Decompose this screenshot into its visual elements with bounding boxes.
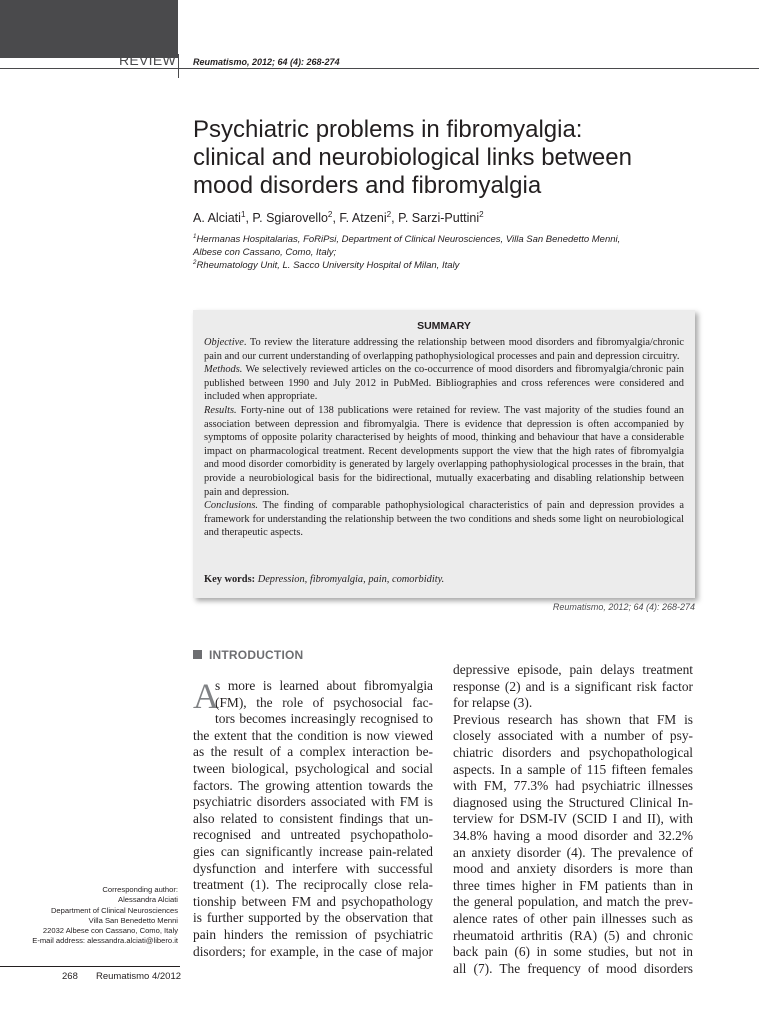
affiliation-text: Rheumatology Unit, L. Sacco University Hospital of Milan, Italy bbox=[196, 260, 460, 271]
corr-line: Corresponding author: bbox=[102, 885, 178, 894]
body-line: 34.8% having a mood disorder and 32.2% bbox=[453, 827, 693, 843]
summary-conclusions bbox=[204, 499, 684, 540]
corr-email: E-mail address: alessandra.alciati@libero.it bbox=[32, 936, 178, 946]
body-line: back pain (6) in some studies, but not in bbox=[453, 944, 693, 960]
left-lines-container bbox=[193, 711, 433, 960]
section-label: REVIEW bbox=[118, 52, 176, 68]
author-affiliation-mark: 2 bbox=[327, 209, 333, 219]
journal-reference: Reumatismo, 2012; 64 (4): 268-274 bbox=[193, 57, 340, 67]
results-label: Results. bbox=[204, 404, 237, 416]
body-line: tionship between FM and psychopathology bbox=[193, 893, 433, 909]
methods-label: Methods. bbox=[204, 364, 243, 376]
affiliation-1 bbox=[193, 233, 620, 246]
title-line: Psychiatric problems in fibromyalgia: bbox=[193, 116, 583, 143]
author-name: P. Sgiarovello bbox=[252, 211, 328, 225]
corr-line: 22032 Albese con Cassano, Como, Italy bbox=[42, 926, 178, 936]
summary-methods bbox=[204, 363, 684, 404]
summary-objective bbox=[204, 336, 684, 363]
section-heading bbox=[193, 648, 303, 662]
corr-line: Department of Clinical Neurosciences bbox=[50, 905, 178, 915]
affiliation-2 bbox=[193, 259, 459, 272]
body-line: mood and anxiety disorders is more than bbox=[453, 861, 693, 877]
body-line: tween biological, psychological and social bbox=[193, 760, 433, 776]
title-line: clinical and neurobiological links between bbox=[193, 144, 632, 171]
body-line: depressive episode, pain delays treatment bbox=[453, 662, 693, 677]
header-divider bbox=[178, 54, 179, 78]
body-line: as the result of a complex interaction be- bbox=[193, 744, 433, 760]
body-line: tors becomes increasingly recognised to bbox=[215, 711, 433, 727]
affiliation-1-cont: Albese con Cassano, Como, Italy; bbox=[193, 247, 337, 258]
body-line: the general population, and match the prev- bbox=[453, 894, 693, 910]
author-name: F. Atzeni bbox=[339, 211, 387, 225]
body-line: s more is learned about fibromyalgia bbox=[215, 678, 433, 693]
body-line: diagnosed using the Structured Clinical In- bbox=[453, 794, 693, 810]
body-line: disorders; for example, in the case of major bbox=[193, 943, 433, 959]
results-text: Forty-nine out of 138 publications were retained for review. The vast majority of the studies found an association between depression and fibromyalgia. There is evidence that depression is often accompanied by symptoms of opposite polarity characterised by heights of mood, thinking and behaviour that have a considerable impact on pharmacological treatment. Recent developments support the view that the high rates of fibromyalgia and mood disorder comorbidity is generated by largely overlapping pathophysiological processes in the brain, that provide a neurobiological basis for the bidirectional, mutually exacerbating and disabling relationship between pain and depression. bbox=[204, 404, 684, 498]
body-line: the extent that the condition is now viewed bbox=[193, 727, 433, 743]
conclusions-text: The finding of comparable pathophysiological characteristics of pain and depression provides a framework for understanding the relationship between the two conditions and sheds some light on neurobiological and therapeutic aspects. bbox=[204, 500, 684, 539]
body-column-left bbox=[193, 678, 433, 960]
author-affiliation-mark: 2 bbox=[479, 209, 484, 219]
summary-heading: SUMMARY bbox=[417, 320, 471, 332]
body-line: aspects. In a sample of 115 fifteen females bbox=[453, 761, 693, 777]
right-lines-container bbox=[453, 662, 693, 977]
corr-line: Villa San Benedetto Menni bbox=[88, 915, 178, 925]
body-line: for relapse (3). bbox=[453, 695, 533, 711]
summary-text bbox=[204, 336, 684, 540]
body-line: response (2) and is a significant risk factor bbox=[453, 678, 693, 694]
body-line: treatment (1). The reciprocally close rela- bbox=[193, 877, 433, 893]
body-line: recognised and untreated psychopatholo- bbox=[193, 827, 433, 843]
author-name: A. Alciati bbox=[193, 211, 241, 225]
author-affiliation-mark: 2 bbox=[386, 209, 392, 219]
body-line: alence rates of other pain illnesses such as bbox=[453, 910, 693, 926]
body-line: all (7). The frequency of mood disorders bbox=[453, 960, 693, 976]
body-line: gies can significantly increase pain-related bbox=[193, 843, 433, 859]
header-rule bbox=[0, 68, 759, 69]
article-title bbox=[193, 116, 733, 200]
objective-text: . To review the literature addressing the relationship between mood disorders and fibromyalgia/chronic pain and our current understanding of overlapping pathophysiological processes and pain and depression circuitry. bbox=[204, 337, 684, 362]
body-line: with FM, 77.3% had psychiatric illnesses bbox=[453, 778, 693, 794]
author-affiliation-mark: 1 bbox=[240, 209, 246, 219]
body-line: (FM), the role of psychosocial fac- bbox=[215, 694, 433, 710]
body-line: pain hinders the remission of psychiatric bbox=[193, 926, 433, 942]
body-line: also related to consistent findings that un- bbox=[193, 810, 433, 826]
drop-cap: A bbox=[193, 676, 219, 716]
body-line: chiatric disorders and psychopathological bbox=[453, 744, 693, 760]
body-column-right bbox=[453, 662, 693, 977]
keywords-label: Key words: bbox=[204, 574, 256, 585]
body-line: an anxiety disorder (4). The prevalence of bbox=[453, 844, 693, 860]
conclusions-label: Conclusions. bbox=[204, 500, 258, 512]
body-line: psychiatric disorders associated with FM is bbox=[193, 794, 433, 810]
body-line: closely associated with a number of psy- bbox=[453, 728, 693, 744]
summary-reference: Reumatismo, 2012; 64 (4): 268-274 bbox=[552, 602, 695, 612]
author-list: A. Alciati$^1$, P. Sgiarovello$^2$, F. Atzeni$^2$, P. Sarzi-Puttini$^2$ bbox=[193, 209, 484, 225]
objective-label: Objective bbox=[204, 337, 244, 348]
affiliation-mark: 2 bbox=[193, 258, 197, 266]
footer-rule bbox=[0, 966, 180, 967]
page-number: 268 bbox=[62, 971, 78, 982]
affiliation-text: Hermanas Hospitalarias, FoRiPsi, Department of Clinical Neurosciences, Villa San Benedetto Menni, bbox=[196, 234, 621, 245]
summary-results bbox=[204, 404, 684, 499]
body-line: three times higher in FM patients than in bbox=[453, 877, 693, 893]
title-line: mood disorders and fibromyalgia bbox=[193, 172, 542, 199]
body-line: dysfunction and interfere with successful bbox=[193, 860, 433, 876]
corr-line: Alessandra Alciati bbox=[118, 895, 178, 905]
header-band bbox=[0, 0, 178, 58]
body-line: Previous research has shown that FM is bbox=[453, 711, 693, 727]
section-heading-text: INTRODUCTION bbox=[209, 648, 304, 662]
body-line: rheumatoid arthritis (RA) (5) and chronic bbox=[453, 927, 693, 943]
methods-text: We selectively reviewed articles on the co-occurrence of mood disorders and fibromyalgia/chronic pain published between 1990 and July 2012 in PubMed. Bibliographies and cross references were considered and included when appropriate. bbox=[204, 364, 684, 403]
keywords-text: Depression, fibromyalgia, pain, comorbidity. bbox=[255, 574, 445, 585]
body-line: factors. The growing attention towards the bbox=[193, 777, 433, 793]
affiliation-mark: 1 bbox=[193, 232, 197, 240]
footer-journal: Reumatismo 4/2012 bbox=[96, 971, 182, 982]
body-line: terview for DSM-IV (SCID I and II), with bbox=[453, 811, 693, 827]
heading-bullet-icon bbox=[193, 650, 202, 659]
author-name: P. Sarzi-Puttini bbox=[398, 211, 480, 225]
corresponding-author bbox=[0, 885, 178, 947]
keywords bbox=[204, 574, 684, 585]
body-line: is further supported by the observation that bbox=[193, 910, 433, 926]
